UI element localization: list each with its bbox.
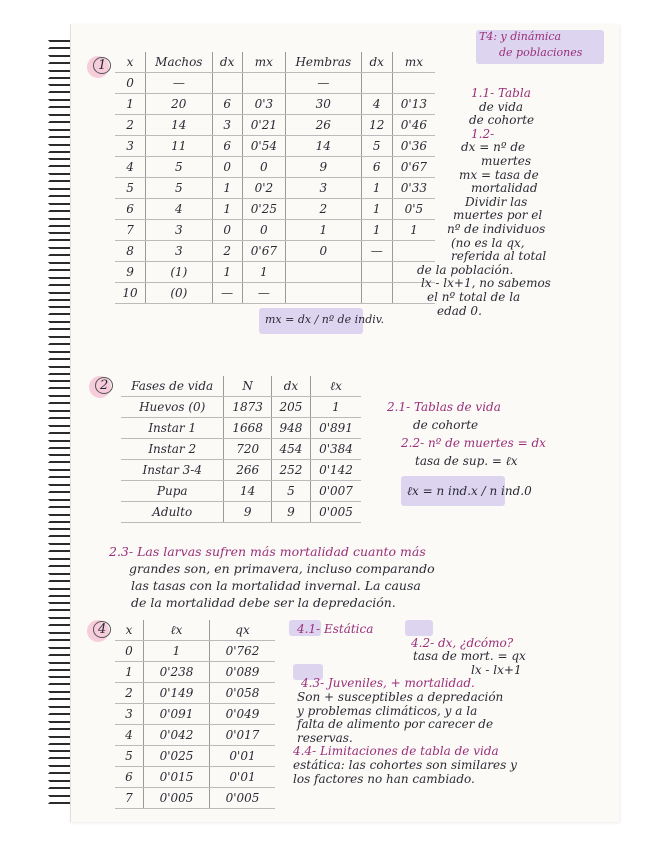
table-cell: 1 [361,220,392,241]
table-cell: 10 [115,283,146,304]
table-cell: 30 [285,94,361,115]
table-row [115,641,275,662]
table-cell: 0'005 [143,788,209,809]
table-cell: 0 [115,73,146,94]
table-cell: 0'2 [242,178,285,199]
table-cell: Adulto [121,502,224,523]
table-row [115,220,435,241]
note-line: muertes por el [453,208,543,223]
table-cell: 1 [392,220,435,241]
table-cell: 0'5 [392,199,435,220]
table-cell: 1 [115,662,143,683]
table-header-row [121,376,361,397]
note-line: reservas. [297,730,353,745]
table-header-cell: ℓx [143,620,209,641]
table-header-cell: x [115,620,143,641]
table-row [115,283,435,304]
note-line: de cohorte [469,113,535,128]
note-line: los factores no han cambiado. [293,771,475,786]
table-cell: 0'005 [210,788,275,809]
table-header-cell: ℓx [310,376,361,397]
note-line: de la población. [417,262,514,277]
table-cell: 1 [310,397,361,418]
table-cell: 6 [115,199,146,220]
table-row [115,662,275,683]
table-cell: 1 [212,199,242,220]
table-cell: 0'891 [310,418,361,439]
table-cell: 0'025 [143,746,209,767]
table-cell [392,241,435,262]
table-cell: — [361,241,392,262]
note-line: el nº total de la [427,290,521,304]
table-cell: 0'33 [392,178,435,199]
table-cell: 0'384 [310,439,361,460]
note-line: 1.1- Tabla [471,86,531,100]
table-cell: 1 [242,262,285,283]
table-cell: 205 [271,397,310,418]
section2-formula: ℓx = n ind.x / n ind.0 [407,484,532,498]
table-header-cell: dx [212,52,242,73]
table-cell: 0 [212,157,242,178]
table-cell: 9 [115,262,146,283]
table-cell: 0'25 [242,199,285,220]
table-cell: 0'238 [143,662,209,683]
note-line: 4.1- Estática [297,622,374,636]
note-line: 4.3- Juveniles, + mortalidad. [301,676,475,691]
table-cell: Instar 2 [121,439,224,460]
table-cell: 14 [285,136,361,157]
table-cell: 454 [271,439,310,460]
table-cell: 0'149 [143,683,209,704]
section4-number: 4 [93,622,111,637]
table-cell: 0'762 [210,641,275,662]
table-cell: 20 [146,94,212,115]
section1-formula: mx = dx / nº de indiv. [265,313,385,326]
table-header-cell: dx [361,52,392,73]
table-cell: 9 [271,502,310,523]
note-line: grandes son, en primavera, incluso comparando [129,561,435,576]
table-cell: (0) [146,283,212,304]
table-cell: 948 [271,418,310,439]
section1-table [115,52,435,304]
section4-table [115,620,275,809]
table-cell: (1) [146,262,212,283]
table-cell: 0'13 [392,94,435,115]
note-line: y problemas climáticos, y a la [297,703,478,718]
table-cell: — [212,283,242,304]
table-cell: 3 [115,704,143,725]
table-row [115,788,275,809]
table-cell: 1 [115,94,146,115]
table-cell: 3 [115,136,146,157]
table-cell: 0'007 [310,481,361,502]
table-cell: 266 [224,460,271,481]
table-row [121,418,361,439]
table-row [121,439,361,460]
note-line: 1.2- [471,126,495,141]
note-line: mortalidad [471,181,538,196]
table-cell: 6 [212,94,242,115]
table-cell: Pupa [121,481,224,502]
table-row [115,115,435,136]
table-cell: 0'01 [210,746,275,767]
note-line: 4.4- Limitaciones de tabla de vida [293,744,499,759]
section2-table [121,376,361,523]
table-cell: 0'042 [143,725,209,746]
note-line: edad 0. [437,303,482,318]
table-cell: 0'01 [210,767,275,788]
table-row [115,178,435,199]
table-cell: Huevos (0) [121,397,224,418]
table-cell: 1873 [224,397,271,418]
header-note-line2: de poblaciones [499,46,583,59]
note-line: tasa de sup. = ℓx [415,454,518,468]
note-line: de la mortalidad debe ser la depredación. [131,595,396,610]
table-cell: 4 [361,94,392,115]
table-cell: 3 [146,241,212,262]
table-cell: 1 [361,178,392,199]
note-line: Son + susceptibles a depredación [297,690,504,704]
table-cell: 4 [146,199,212,220]
table-cell: 0'058 [210,683,275,704]
table-cell: 7 [115,220,146,241]
note-line: 2.3- Las larvas sufren más mortalidad cuanto más [109,544,426,559]
note-line: de vida [479,99,524,114]
table-cell: 252 [271,460,310,481]
table-cell: 6 [115,767,143,788]
table-cell [361,262,392,283]
table-row [115,704,275,725]
section2-number: 2 [95,378,113,393]
table-cell: 1 [361,199,392,220]
table-row [115,73,435,94]
table-cell: 1 [285,220,361,241]
table-cell: 14 [224,481,271,502]
table-header-cell: mx [242,52,285,73]
table-cell: Instar 3-4 [121,460,224,481]
table-header-cell: mx [392,52,435,73]
note-line: mx = tasa de [459,167,539,182]
table-cell [212,73,242,94]
table-cell: 6 [212,136,242,157]
table-cell: 26 [285,115,361,136]
table-cell: — [242,283,285,304]
note-line: (no es la qx, [451,235,525,250]
table-cell: 0'67 [392,157,435,178]
table-cell: 0'3 [242,94,285,115]
table-cell: 14 [146,115,212,136]
note42-highlight [405,620,433,636]
table-cell: 5 [271,481,310,502]
table-cell: 0 [285,241,361,262]
table-cell: 0'089 [210,662,275,683]
table-row [115,725,275,746]
table-cell: 0 [212,220,242,241]
table-cell: 3 [146,220,212,241]
table-row [115,262,435,283]
table-header-cell: Hembras [285,52,361,73]
table-cell: 4 [115,157,146,178]
note-line: 4.2- dx, ¿dcómo? [411,635,514,650]
table-cell: 0'142 [310,460,361,481]
table-cell: — [146,73,212,94]
table-header-cell: dx [271,376,310,397]
table-header-cell: qx [210,620,275,641]
note-line: Dividir las [465,194,528,209]
note-line: 2.1- Tablas de vida [387,400,501,414]
table-cell: 9 [285,157,361,178]
table-cell [361,73,392,94]
table-cell: 4 [115,725,143,746]
table-cell [361,283,392,304]
note-line: tasa de mort. = qx [413,649,526,664]
table-cell: 5 [115,746,143,767]
section1-number: 1 [93,58,111,73]
table-cell: 2 [212,241,242,262]
table-cell: 1 [212,178,242,199]
table-cell: 5 [146,178,212,199]
table-cell: 1 [212,262,242,283]
table-cell [392,73,435,94]
table-row [115,746,275,767]
table-cell: 7 [115,788,143,809]
note-line: 2.2- nº de muertes = dx [401,436,546,450]
table-cell: 5 [146,157,212,178]
table-cell: 9 [224,502,271,523]
note-line: dx = nº de [461,140,526,155]
note-line: referida al total [451,249,547,264]
table-cell: 1668 [224,418,271,439]
table-cell: 2 [115,115,146,136]
note-line: muertes [481,154,532,168]
table-cell [242,73,285,94]
table-cell [285,283,361,304]
table-cell: 8 [115,241,146,262]
note-line: estática: las cohortes son similares y [293,758,517,772]
table-cell: 720 [224,439,271,460]
table-cell: Instar 1 [121,418,224,439]
table-cell: 5 [361,136,392,157]
table-cell: 5 [115,178,146,199]
header-note-line1: T4: y dinámica [479,30,562,43]
note-line: lx - lx+1 [471,662,522,677]
table-row [115,683,275,704]
table-cell: 2 [285,199,361,220]
table-header-cell: Fases de vida [121,376,224,397]
table-header-row [115,52,435,73]
note-line: de cohorte [413,418,479,432]
table-cell: 11 [146,136,212,157]
note-line: las tasas con la mortalidad invernal. La causa [131,578,421,593]
table-cell: 2 [115,683,143,704]
table-row [121,460,361,481]
table-row [121,481,361,502]
table-header-cell: x [115,52,146,73]
table-cell: 1 [143,641,209,662]
table-header-cell: Machos [146,52,212,73]
table-cell: — [285,73,361,94]
table-cell: 0 [242,220,285,241]
table-cell [285,262,361,283]
table-cell: 0'21 [242,115,285,136]
table-cell: 12 [361,115,392,136]
table-cell: 0'049 [210,704,275,725]
table-row [115,241,435,262]
table-header-cell: N [224,376,271,397]
table-cell: 3 [212,115,242,136]
table-row [121,502,361,523]
note-line: falta de alimento por carecer de [297,717,494,732]
table-row [121,397,361,418]
table-cell: 3 [285,178,361,199]
table-row [115,94,435,115]
table-header-row [115,620,275,641]
table-row [115,767,275,788]
table-cell: 0'005 [310,502,361,523]
table-cell: 0'54 [242,136,285,157]
table-row [115,136,435,157]
table-row [115,157,435,178]
table-cell: 0'46 [392,115,435,136]
table-cell: 0'67 [242,241,285,262]
note-line: nº de individuos [447,222,546,236]
table-cell: 0 [242,157,285,178]
table-cell: 6 [361,157,392,178]
note-line: lx - lx+1, no sabemos [421,276,551,291]
table-cell: 0 [115,641,143,662]
table-cell: 0'017 [210,725,275,746]
notebook-page [70,24,619,822]
table-row [115,199,435,220]
table-cell: 0'015 [143,767,209,788]
table-cell: 0'091 [143,704,209,725]
table-cell: 0'36 [392,136,435,157]
